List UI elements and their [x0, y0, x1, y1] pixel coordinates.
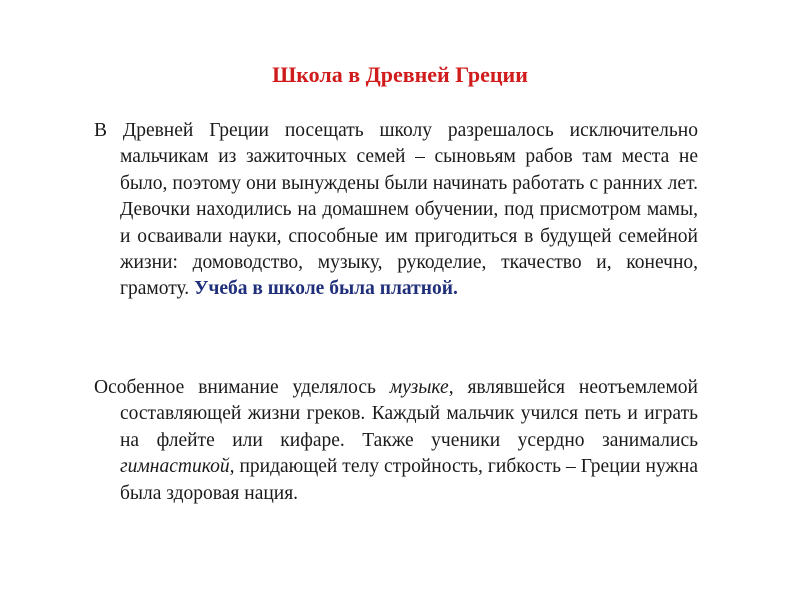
paragraph-2-part2: , являвшейся неотъемлемой составляющей жизни греков. Каждый мальчик учился петь и играть на флейте или кифаре. Также ученики усердно занимались [120, 377, 698, 451]
paragraph-1-emphasis: Учеба в школе была платной. [194, 278, 458, 300]
paragraph-2-part1: Особенное внимание уделялось [94, 377, 390, 398]
slide-title: Школа в Древней Греции [272, 62, 528, 87]
paragraph-2-italic-music: музыке [389, 377, 449, 398]
paragraph-1 [94, 118, 698, 303]
paragraph-2-part3: придающей телу стройность, гибкость – Греции нужна была здоровая нация. [120, 456, 698, 504]
paragraph-2-italic-gymnastics: гимнастикой, [120, 456, 235, 478]
paragraph-2 [94, 375, 698, 507]
paragraph-1-text: В Древней Греции посещать школу разрешалось исключительно мальчикам из зажиточных семей – сыновьям рабов там места не было, поэтому они вынуждены были начинать работать с ранних лет. Девочки находились на домашнем обучении, под присмотром мамы, и осваивали науки, способные им пригодиться в будущей семейной жизни: домоводство, музыку, рукоделие, ткачество и, конечно, грамоту. [94, 120, 698, 300]
